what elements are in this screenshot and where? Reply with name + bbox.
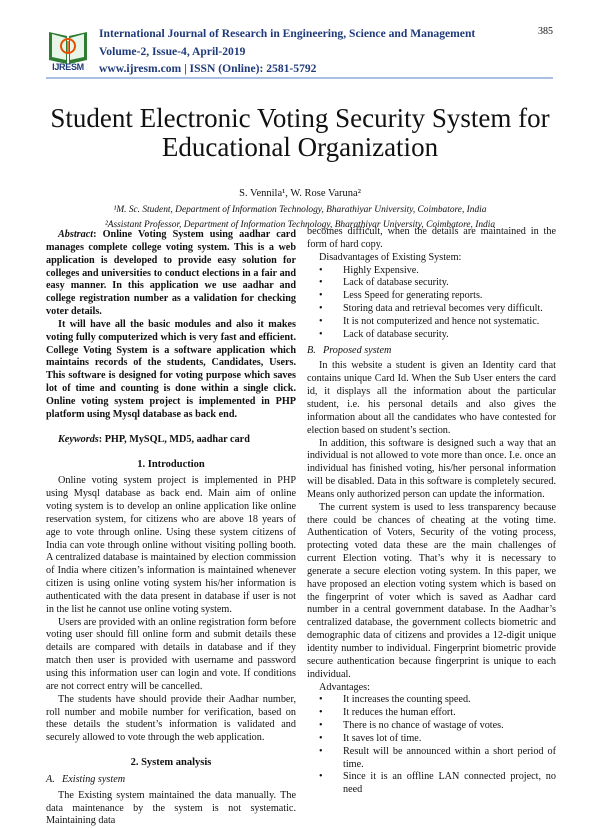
list-item: • Lack of database security. [307,329,556,342]
right-column [307,226,556,797]
disadvantages-list [307,265,556,342]
abstract-label: Abstract [58,229,94,240]
existing-title: Existing system [62,773,126,785]
keywords [46,434,296,447]
advantages-list [307,694,556,797]
keywords-text: : PHP, MySQL, MD5, aadhar card [98,433,250,445]
proposed-p1: In this website a student is given an Identity card that contains unique Card Id. When the Sub User enters the card id, it displays all the information about the particular student, i.e. his personal details and also gives the information about all the candidates who have contested for election based on student’s section. [307,360,556,436]
intro-heading: 1. Introduction [137,458,205,470]
paper-title [40,104,560,162]
intro-p2: Users are provided with an online registration form before voting user should fill online form and submit details these details are compared with details in database and if they match then user is provided with username and password using this information user can login and vote. If conditions are not correct entry will be cancelled. [46,616,296,692]
list-item: • It increases the counting speed. [307,694,556,707]
abstract-p1 [46,229,296,319]
intro-p3: The students have should provide their Aadhar number, roll number and mobile number for verification, based on these details the student’s information is validated and securely allowed to vote through the web application. [46,693,296,744]
intro-p1: Online voting system project is implemented in PHP using Mysql database as back end. Main aim of online voting system is to develop an online application like online reservation system, for citizens who are above 18 years of age to vote through online. Using these system citizens of India can vote through online without visiting polling booth. A centralized database is maintained by election commission of India where citizen’s information is maintained whenever citizen is using online voting system his/her information is authenticated with the data present in database if user is not in the list he cannot use online voting system. [46,475,296,615]
list-item: • There is no chance of wastage of votes. [307,720,556,733]
list-item: • Result will be announced within a short period of time. [307,746,556,772]
advantages-label: Advantages: [319,681,370,693]
proposed-p2: In addition, this software is designed such a way that an individual is not allowed to vote more than once. I.e. once an individual has finished voting, his/her personal information will be disabled. Data in this software is completely secured. Means only authorized person can update the information. [307,437,556,500]
proposed-heading [307,345,556,358]
abstract-text: : Online Voting System using aadhar card manages complete college voting system. This is a web application is developed to provide easy solution for colleges and universities to conduct elections in a fair and easy manner. In this application we use aadhar and college registration number as a validation for checking voter details. [46,229,296,318]
analysis-heading: 2. System analysis [130,757,212,769]
proposed-p3: The current system is used to less transparency because there could be chances of cheating at the voting time. Authentication of Voters, Security of the voting process, protecting voted data these are the main challenges of current Election voting. That’s why it is necessary to generate a secure election voting system. In this paper, we have proposed an election voting system which is based on the fingerprint of voter which is saved as Aadhar card number in a central government database. In the Aadhar’s centralized database, the government collects biometric and demographic data of citizens and provides a 12-digit unique identity number to individual. Fingerprint biometric provide secure authentication because fingerprint is unique to each individual. [307,501,556,680]
list-item: • Storing data and retrieval becomes very difficult. [307,303,556,316]
proposed-letter: B. [307,344,316,356]
list-item: • It is not computerized and hence not systematic. [307,316,556,329]
left-column [46,229,296,828]
existing-p1-part1: The Existing system maintained the data manually. The data maintenance by the system is not systematic. Maintaining data [46,789,296,827]
journal-name: International Journal of Research in Engineering, Science and Management [99,27,476,40]
journal-site: www.ijresm.com | ISSN (Online): 2581-5792 [99,62,317,75]
list-item: • It reduces the human effort. [307,707,556,720]
list-item: • Highly Expensive. [307,265,556,278]
keywords-label: Keywords [58,433,99,445]
journal-header [99,25,475,78]
affiliation-2: ²Assistant Professor, Department of Information Technology, Bharathiyar University, Coimbatore, India [104,220,496,230]
existing-p1-part2: becomes difficult, when the details are maintained in the form of hard copy. [307,226,556,250]
header-divider [46,77,553,79]
existing-letter: A. [46,773,55,785]
abstract-p2: It will have all the basic modules and also it makes voting fully computerized which is very fast and efficient. College Voting System is a software application which maintains records of the students, Candidates, Users. This software is designed for voting purpose which saves lot of time and counting is done within a single click. Online voting system project is implemented in PHP platform using Mysql database as back end. [46,318,296,420]
list-item: • Lack of database security. [307,277,556,290]
list-item: • Since it is an offline LAN connected project, no need [307,771,556,797]
title-line-1: Student Electronic Voting Security System for [50,103,550,133]
proposed-title: Proposed system [323,344,392,356]
authors: S. Vennila¹, W. Rose Varuna² [239,188,361,199]
list-item: • It saves lot of time. [307,733,556,746]
title-line-2: Educational Organization [161,132,439,162]
logo-text: IJRESM [52,62,84,72]
disadvantages-label: Disadvantages of Existing System: [319,251,462,263]
journal-volume: Volume-2, Issue-4, April-2019 [99,44,246,58]
list-item: • Less Speed for generating reports. [307,290,556,303]
page-number: 385 [538,26,553,37]
affiliation-1: ¹M. Sc. Student, Department of Information Technology, Bharathiyar University, Coimbatore, India [113,205,487,215]
